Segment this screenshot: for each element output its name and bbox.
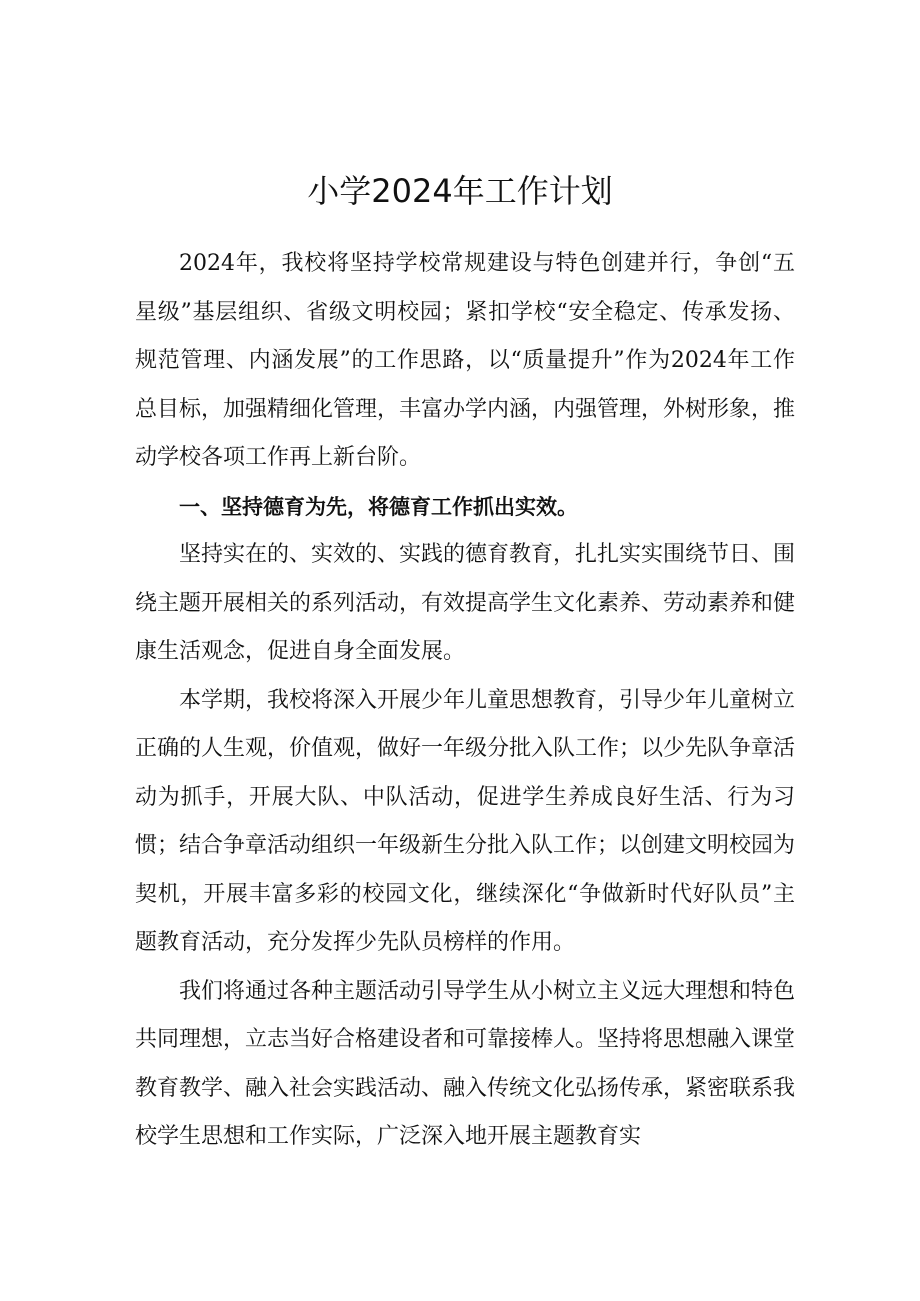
document-body bbox=[135, 240, 795, 1162]
paragraph-theme-activities: 我们将通过各种主题活动引导学生从小树立主义远大理想和特色共同理想，立志当好合格建设者和可靠接棒人。坚持将思想融入课堂教育教学、融入社会实践活动、融入传统文化弘扬传承，紧密联系我校学生思想和工作实际，广泛深入地开展主题教育实 bbox=[135, 978, 796, 1149]
paragraph-intro: 2024年，我校将坚持学校常规建设与特色创建并行，争创“五星级”基层组织、省级文明校园；紧扣学校“安全稳定、传承发扬、规范管理、内涵发展”的工作思路，以“质量提升”作为2024年工作总目标，加强精细化管理，丰富办学内涵，内强管理，外树形象，推动学校各项工作再上新台阶。 bbox=[135, 251, 796, 470]
paragraph-moral-practice: 坚持实在的、实效的、实践的德育教育，扎扎实实围绕节日、围绕主题开展相关的系列活动，有效提高学生文化素养、劳动素养和健康生活观念，促进自身全面发展。 bbox=[135, 542, 796, 664]
section-heading-moral-education: 一、坚持德育为先，将德育工作抓出实效。 bbox=[179, 494, 578, 519]
paragraph-young-pioneers: 本学期，我校将深入开展少年儿童思想教育，引导少年儿童树立正确的人生观，价值观，做好一年级分批入队工作；以少先队争章活动为抓手，开展大队、中队活动，促进学生养成良好生活、行为习惯；结合争章活动组织一年级新生分批入队工作；以创建文明校园为契机，开展丰富多彩的校园文化，继续深化“争做新时代好队员”主题教育活动，充分发挥少先队员榜样的作用。 bbox=[135, 687, 796, 955]
document-title: 小学2024年工作计划 bbox=[307, 172, 613, 210]
